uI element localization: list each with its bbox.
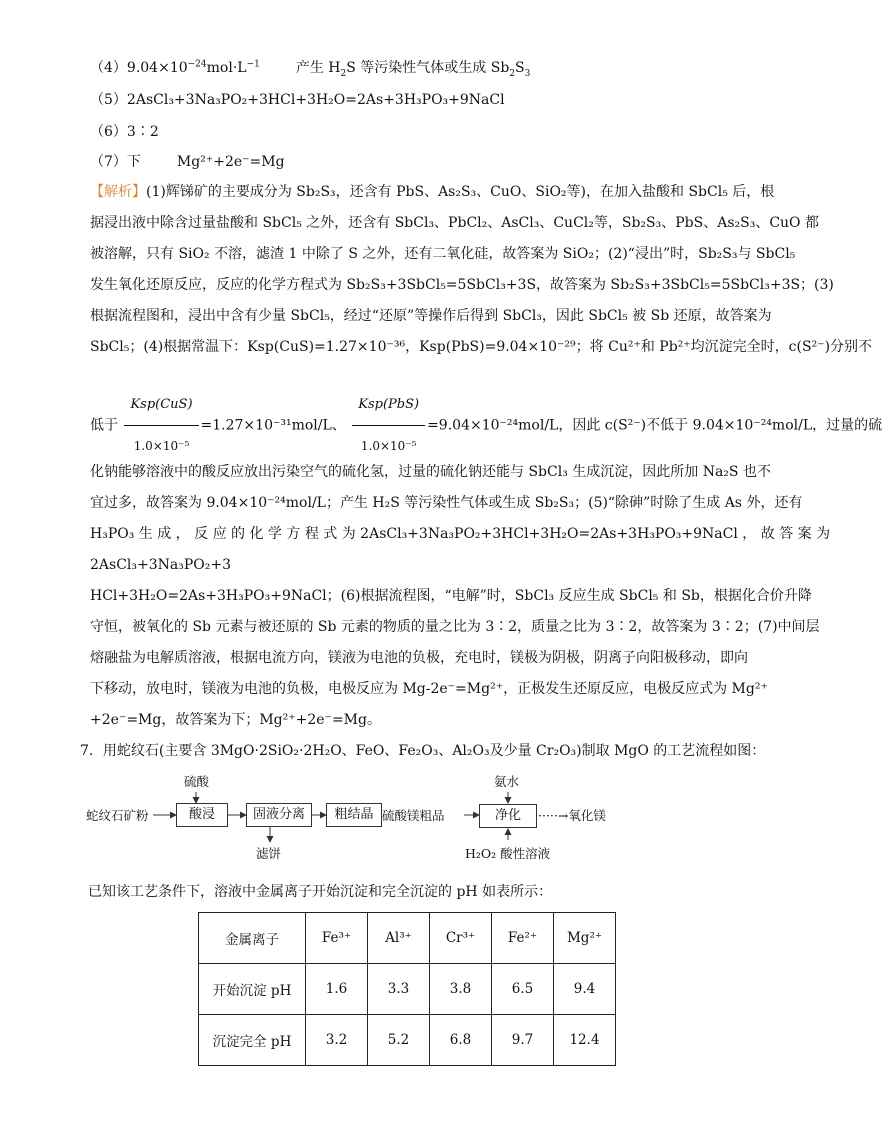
- flow-product-label: ·····→氧化镁: [538, 808, 606, 823]
- table-intro: 已知该工艺条件下，溶液中金属离子开始沉淀和完全沉淀的 pH 如表所示：: [88, 884, 553, 900]
- table-cell: 3.3: [368, 964, 430, 1015]
- analysis-line-9: H₃PO₃ 生 成 ， 反 应 的 化 学 方 程 式 为 2AsCl₃+3Na₃PO₂+3HCl+3H₂O=2As+3H₃PO₃+9NaCl ， 故 答 案 为: [90, 526, 831, 542]
- flow-raw-material: 蛇纹石矿粉: [86, 808, 149, 823]
- table-header-cell: Fe²⁺: [492, 913, 554, 964]
- table-row: [199, 1015, 616, 1066]
- analysis-line-10: 2AsCl₃+3Na₃PO₂+3: [90, 557, 231, 573]
- table-cell: 9.4: [554, 964, 616, 1015]
- table-cell: 6.5: [492, 964, 554, 1015]
- analysis-line-8: 宜过多，故答案为 9.04×10⁻²⁴mol/L；产生 H₂S 等污染性气体或生成 Sb₂S₃；(5)“除砷”时除了生成 As 外，还有: [90, 495, 803, 511]
- table-cell: 12.4: [554, 1015, 616, 1066]
- ksp-cus-fraction: $\frac{\text{Ksp(CuS)}}{\text{1.0×10⁻⁵}}$: [124, 385, 198, 466]
- table-cell: 3.2: [306, 1015, 368, 1066]
- analysis-tag: 【解析】: [90, 184, 146, 200]
- answer-7: （7）下 Mg²⁺+2e⁻=Mg: [90, 154, 285, 170]
- analysis-line-1: 【解析】(1)辉锑矿的主要成分为 Sb₂S₃，还含有 PbS、As₂S₃、CuO、SiO₂等)，在加入盐酸和 SbCl₅ 后，根: [90, 184, 775, 200]
- precipitation-ph-table: [198, 912, 616, 1066]
- table-header-cell: Cr³⁺: [430, 913, 492, 964]
- analysis-line-2: 据浸出液中除含过量盐酸和 SbCl₅ 之外，还含有 SbCl₃、PbCl₂、AsCl₃、CuCl₂等，Sb₂S₃、PbS、As₂S₃、CuO 都: [90, 215, 819, 231]
- table-cell: 5.2: [368, 1015, 430, 1066]
- answer-6: （6）3∶2: [90, 124, 159, 140]
- table-header-cell: Al³⁺: [368, 913, 430, 964]
- flow-acid-label: 硫酸: [184, 774, 210, 789]
- table-cell: 6.8: [430, 1015, 492, 1066]
- analysis-line-7: 化钠能够溶液中的酸反应放出污染空气的硫化氢，过量的硫化钠还能与 SbCl₃ 生成沉淀，因此所加 Na₂S 也不: [90, 464, 771, 480]
- analysis-line-3: 被溶解，只有 SiO₂ 不溶，滤渣 1 中除了 S 之外，还有二氧化硅，故答案为 SiO₂；(2)“浸出”时，Sb₂S₃与 SbCl₅: [90, 246, 796, 262]
- flow-box-separate: 固液分离: [246, 803, 312, 827]
- answer-4: $(4)9.04\times 10^{-24}mol\cdot L^{-1}$ 产生 $H_2S$ 等污染性气体或生成 $Sb_2S_3$: [90, 59, 531, 79]
- table-header-cell: Mg²⁺: [554, 913, 616, 964]
- table-header-cell: Fe³⁺: [306, 913, 368, 964]
- flow-box-crystal: 粗结晶: [326, 803, 382, 827]
- table-header-row: [199, 913, 616, 964]
- analysis-line-6: SbCl₅；(4)根据常温下：Ksp(CuS)=1.27×10⁻³⁶，Ksp(PbS)=9.04×10⁻²⁹；将 Cu²⁺和 Pb²⁺均沉淀完全时，c(S²⁻)分别不: [90, 339, 873, 355]
- analysis-line-5: 根据流程图和，浸出中含有少量 SbCl₅，经过“还原”等操作后得到 SbCl₃，因此 SbCl₅ 被 Sb 还原，故答案为: [90, 308, 772, 324]
- table-cell: 1.6: [306, 964, 368, 1015]
- answer-5: （5）2AsCl₃+3Na₃PO₂+3HCl+3H₂O=2As+3H₃PO₃+9NaCl: [90, 92, 505, 108]
- flow-reagent-label: H₂O₂ 酸性溶液: [465, 846, 551, 861]
- analysis-line-15: +2e⁻=Mg，故答案为下；Mg²⁺+2e⁻=Mg。: [90, 712, 381, 728]
- flow-box-leach: 酸浸: [176, 803, 228, 827]
- table-header-cell: 金属离子: [199, 913, 306, 964]
- flow-crude-label: 硫酸镁粗品: [382, 808, 445, 823]
- flow-residue-label: 滤饼: [256, 846, 282, 861]
- analysis-line-14: 下移动，放电时，镁液为电池的负极，电极反应为 Mg-2e⁻=Mg²⁺，正极发生还原反应，电极反应式为 Mg²⁺: [90, 681, 768, 697]
- table-row: [199, 964, 616, 1015]
- analysis-line-4: 发生氧化还原反应，反应的化学方程式为 Sb₂S₃+3SbCl₅=5SbCl₃+3S，故答案为 Sb₂S₃+3SbCl₅=5SbCl₃+3S；(3): [90, 277, 834, 293]
- analysis-line-13: 熔融盐为电解质溶液，根据电流方向，镁液为电池的负极，充电时，镁极为阴极，阴离子向阳极移动，即向: [90, 650, 748, 666]
- table-cell: 沉淀完全 pH: [199, 1015, 306, 1066]
- table-cell: 9.7: [492, 1015, 554, 1066]
- analysis-line-11: HCl+3H₂O=2As+3H₃PO₃+9NaCl；(6)根据流程图，“电解”时，SbCl₃ 反应生成 SbCl₅ 和 Sb，根据化合价升降: [90, 588, 812, 604]
- table-cell: 3.8: [430, 964, 492, 1015]
- analysis-line-12: 守恒，被氧化的 Sb 元素与被还原的 Sb 元素的物质的量之比为 3∶2，质量之比为 3∶2，故答案为 3∶2；(7)中间层: [90, 619, 820, 635]
- question-7-stem: 7．用蛇纹石(主要含 3MgO·2SiO₂·2H₂O、FeO、Fe₂O₃、Al₂O₃及少量 Cr₂O₃)制取 MgO 的工艺流程如图：: [80, 743, 766, 759]
- table-cell: 开始沉淀 pH: [199, 964, 306, 1015]
- process-flow-diagram: [80, 770, 720, 870]
- ksp-pbs-fraction: $\frac{\text{Ksp(PbS)}}{\text{1.0×10⁻⁵}}$: [352, 385, 425, 466]
- flow-box-purify: 净化: [479, 804, 537, 828]
- analysis-fraction-line: 低于 $\frac{\text{Ksp(CuS)}}{\text{1.0×10⁻⁵}}$ =1.27×10⁻³¹mol/L、 $\frac{\text{Ksp(PbS)}}{\text{1.0×10⁻⁵}}$ =9.04×10⁻²⁴mol/L，因此 c(S²⁻)不低于 9.04×10⁻²⁴mol/L，过量的硫: [90, 385, 740, 466]
- flow-ammonia-label: 氨水: [494, 774, 520, 789]
